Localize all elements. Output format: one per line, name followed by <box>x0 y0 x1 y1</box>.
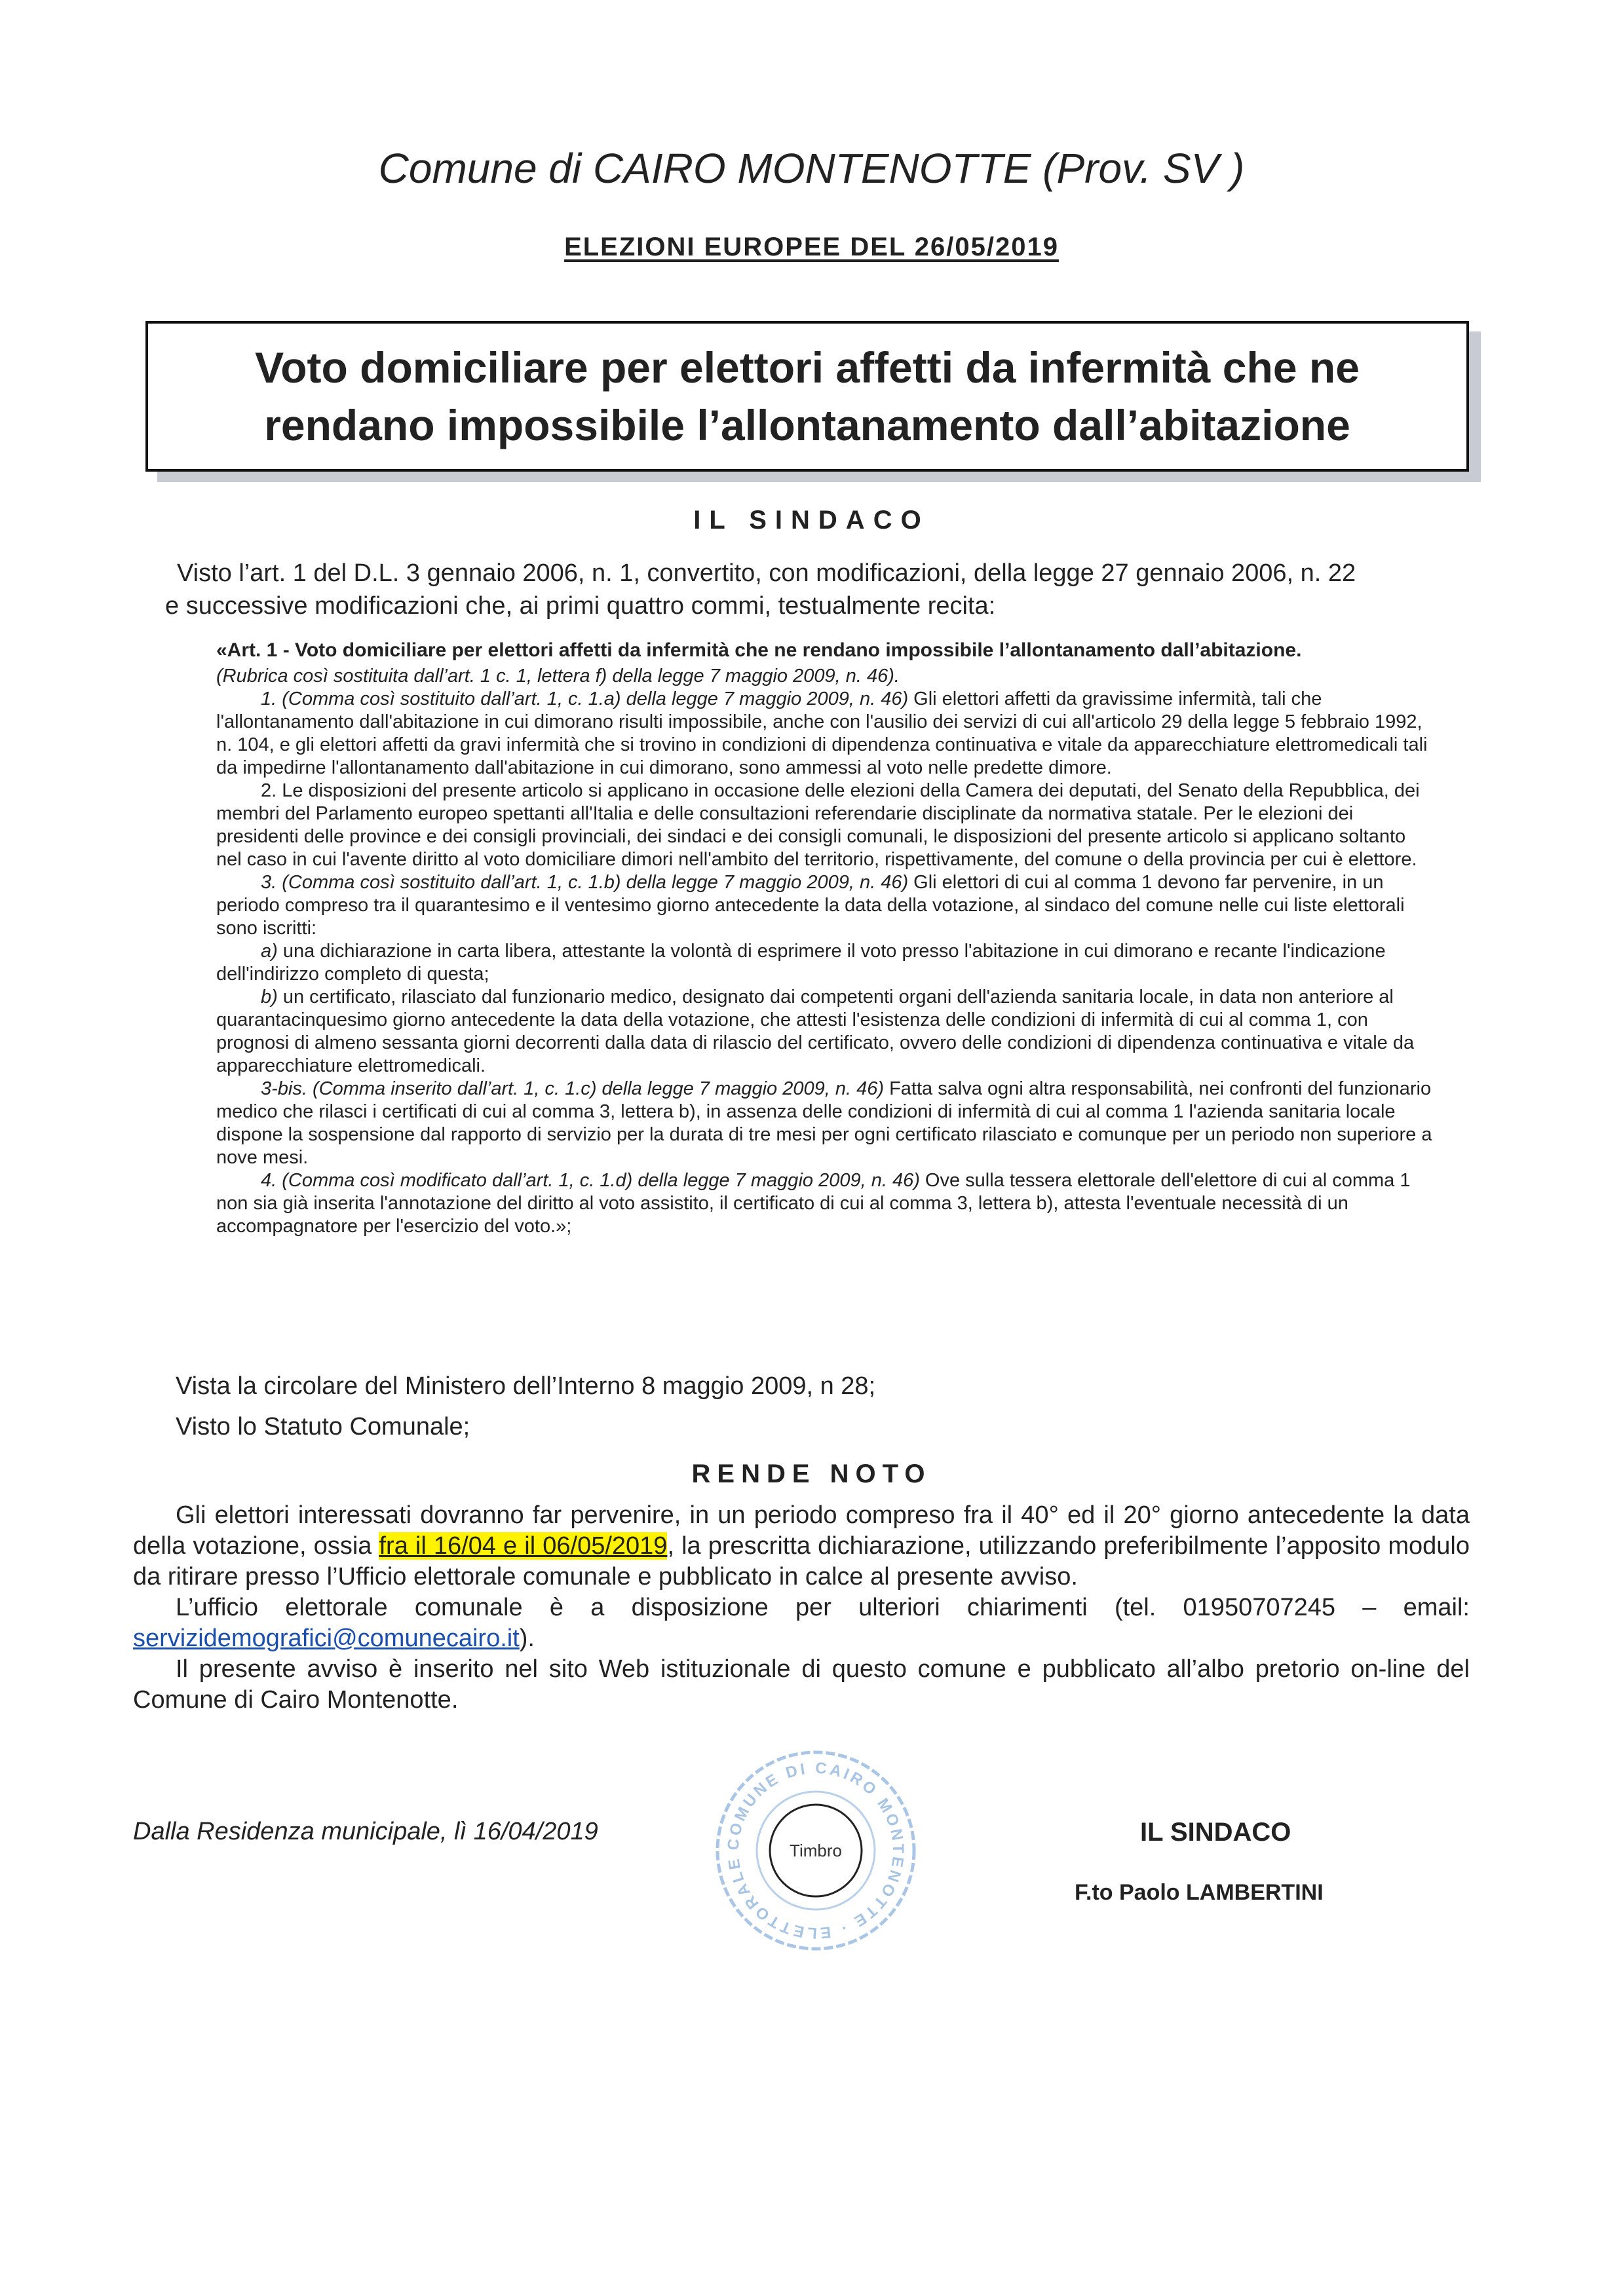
comma-3-bis: 3-bis. (Comma inserito dall’art. 1, c. 1.c) della legge 7 maggio 2009, n. 46) Fatta salva ogni altra responsabilità, nei confronti del funzionario medico che rilasci i certificati di cui al comma 3, lettera b), in assenza delle condizioni di infermità di cui al comma 1 l'azienda sanitaria locale dispone la sospensione dal rapporto di servizio per la durata di tre mesi per ogni certificato rilasciato e comunque per un periodo non superiore a nove mesi. <box>216 1078 1432 1168</box>
stamp-ring-text: COMUNE DI CAIRO MONTENOTTE · ELETTORALE <box>724 1759 907 1942</box>
notice-title <box>255 339 1360 454</box>
visto-line-2: e successive modificazioni che, ai primi quattro commi, testualmente recita: <box>165 592 996 620</box>
notice-paragraph-2: L’ufficio elettorale comunale è a disposizione per ulteriori chiarimenti (tel. 01950707245 – email: servizidemografici@comunecairo.it). <box>133 1594 1470 1652</box>
sindaco-heading: IL SINDACO <box>693 506 930 535</box>
place-date: Dalla Residenza municipale, lì 16/04/2019 <box>133 1818 598 1845</box>
title-box <box>145 321 1469 472</box>
notice-title-line1: Voto domiciliare per elettori affetti da infermità che ne <box>255 343 1360 392</box>
notice-title-line2: rendano impossibile l’allontanamento dall’abitazione <box>264 401 1350 449</box>
notice-body <box>133 1500 1470 1716</box>
rende-noto-heading: RENDE NOTO <box>691 1459 932 1488</box>
comma-3-b: b) un certificato, rilasciato dal funzionario medico, designato dai competenti organi dell'azienda sanitaria locale, in data non anteriore al quarantacinquesimo giorno antecedente la data della votazione, che attesti l'esistenza delle condizioni di infermità di cui al comma 1, con prognosi di almeno sessanta giorni decorrenti dalla data di rilascio del certificato, ovvero delle condizioni di dipendenza continuativa e vitale da apparecchiature elettromedicali. <box>216 987 1415 1076</box>
election-heading: ELEZIONI EUROPEE DEL 26/05/2019 <box>564 233 1059 261</box>
stamp-label: Timbro <box>790 1841 842 1860</box>
signature-title: IL SINDACO <box>1140 1818 1291 1847</box>
commune-heading: Comune di CAIRO MONTENOTTE (Prov. SV ) <box>378 145 1245 192</box>
article-title: «Art. 1 - Voto domiciliare per elettori affetti da infermità che ne rendano impossibile l’allontanamento dall’abitazione. <box>216 639 1302 661</box>
visto-paragraph <box>165 557 1469 622</box>
email-link[interactable]: servizidemografici@comunecairo.it <box>133 1625 520 1652</box>
notice-paragraph-3: Il presente avviso è inserito nel sito Web istituzionale di questo comune e pubblicato all’albo pretorio on-line del Comune di Cairo Montenotte. <box>133 1655 1470 1714</box>
notice-paragraph-1: Gli elettori interessati dovranno far pervenire, in un periodo compreso fra il 40° ed il 20° giorno antecedente la data della votazione, ossia fra il 16/04 e il 06/05/2019, la prescritta dichiarazione, utilizzando preferibilmente l’apposito modulo da ritirare presso l’Ufficio elettorale comunale e pubblicato in calce al presente avviso. <box>133 1501 1470 1590</box>
article-rubrica: (Rubrica così sostituita dall’art. 1 c. 1, lettera f) della legge 7 maggio 2009, n. 46). <box>216 666 900 687</box>
deadline-highlight: fra il 16/04 e il 06/05/2019 <box>379 1532 668 1560</box>
comma-3-a: a) una dichiarazione in carta libera, attestante la volontà di esprimere il voto presso l'abitazione in cui dimorano e recante l'indicazione dell'indirizzo completo di questa; <box>216 941 1386 985</box>
visto-line-1: Visto l’art. 1 del D.L. 3 gennaio 2006, n. 1, convertito, con modificazioni, della legge 27 gennaio 2006, n. 22 <box>177 559 1356 587</box>
statuto-line: Visto lo Statuto Comunale; <box>176 1413 470 1440</box>
law-quote <box>216 639 1435 1238</box>
after-recitals <box>176 1366 875 1447</box>
official-stamp <box>708 1742 924 1959</box>
comma-4: 4. (Comma così modificato dall’art. 1, c. 1.d) della legge 7 maggio 2009, n. 46) Ove sulla tessera elettorale dell'elettore di cui al comma 1 non sia già inserita l'annotazione del diritto al voto assistito, il certificato di cui al comma 3, lettera b), attesta l'eventuale necessità di un accompagnatore per l'esercizio del voto.»; <box>216 1170 1411 1237</box>
comma-1: 1. (Comma così sostituito dall’art. 1, c. 1.a) della legge 7 maggio 2009, n. 46) Gli elettori affetti da gravissime infermità, tali che l'allontanamento dall'abitazione in cui dimorano risulti impossibile, anche con l'ausilio dei servizi di cui all'articolo 29 della legge 5 febbraio 1992, n. 104, e gli elettori affetti da gravi infermità che si trovino in condizioni di dipendenza continuativa e vitale da apparecchiature elettromedicali tali da impedirne l'allontanamento dall'abitazione in cui dimorano, sono ammessi al voto nelle predette dimore. <box>216 688 1428 778</box>
comma-3: 3. (Comma così sostituito dall’art. 1, c. 1.b) della legge 7 maggio 2009, n. 46) Gli elettori di cui al comma 1 devono far pervenire, in un periodo compreso tra il quarantesimo e il ventesimo giorno antecedente la data della votazione, al sindaco del comune nelle cui liste elettorali sono iscritti: <box>216 872 1405 939</box>
circolare-line: Vista la circolare del Ministero dell’Interno 8 maggio 2009, n 28; <box>176 1372 876 1400</box>
comma-2: 2. Le disposizioni del presente articolo si applicano in occasione delle elezioni della Camera dei deputati, del Senato della Repubblica, dei membri del Parlamento europeo spettanti all'Italia e delle consultazioni referendarie disciplinate da normativa statale. Per le elezioni dei presidenti delle province e dei consigli provinciali, dei sindaci e dei consigli comunali, le disposizioni del presente articolo si applicano soltanto nel caso in cui l'avente diritto al voto domiciliare dimori nell'ambito del territorio, rispettivamente, del comune o della provincia per cui è elettore. <box>216 780 1420 870</box>
signature-name: F.to Paolo LAMBERTINI <box>1075 1880 1324 1905</box>
